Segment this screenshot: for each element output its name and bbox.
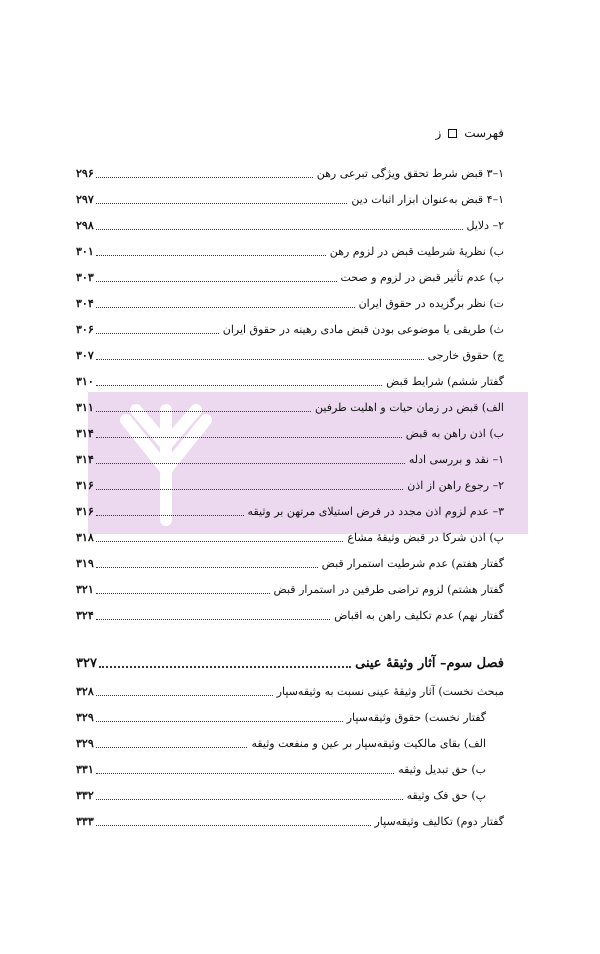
toc-entry-page: ۳۱۶	[76, 478, 94, 492]
toc-entry-title: گفتار نهم) عدم تکلیف راهن به اقباض	[334, 608, 504, 622]
toc-entry[interactable]	[76, 186, 504, 212]
table-of-contents-chapter	[76, 648, 504, 834]
dot-leader	[96, 203, 348, 204]
toc-entry-page: ۳۰۴	[76, 296, 94, 310]
table-of-contents	[76, 160, 504, 628]
dot-leader	[96, 515, 244, 516]
dot-leader	[96, 721, 343, 722]
running-header	[435, 126, 504, 140]
toc-entry-page: ۳۰۷	[76, 348, 94, 362]
header-title: فهرست	[464, 126, 504, 140]
toc-entry-title: گفتار هفتم) عدم شرطیت استمرار قبض	[321, 556, 504, 570]
dot-leader	[96, 825, 371, 826]
toc-entry-page: ۲۹۶	[76, 166, 94, 180]
toc-entry[interactable]	[76, 782, 504, 808]
toc-entry-title: ب) نظریهٔ شرطیت قبض در لزوم رهن	[329, 244, 504, 258]
toc-entry-page: ۳۳۱	[76, 762, 94, 776]
toc-entry-page: ۳۲۹	[76, 736, 94, 750]
toc-entry-title: ۱–۴ قبض به‌عنوان ابزار اثبات دین	[351, 192, 504, 206]
toc-entry-title: ب) حق تبدیل وثیقه	[398, 762, 486, 776]
toc-entry-title: الف) قبض در زمان حیات و اهلیت طرفین	[315, 400, 504, 414]
toc-entry-page: ۳۲۴	[76, 608, 94, 622]
toc-entry-title: پ) حق فک وثیقه	[406, 788, 486, 802]
toc-entry-page: ۳۱۹	[76, 556, 94, 570]
dot-leader	[96, 489, 404, 490]
toc-entry-title: گفتار ششم) شرایط قبض	[386, 374, 504, 388]
toc-entry[interactable]	[76, 342, 504, 368]
toc-entry-page: ۳۱۶	[76, 504, 94, 518]
dot-leader	[96, 747, 248, 748]
toc-entry-page: ۳۳۲	[76, 788, 94, 802]
dot-leader	[96, 567, 318, 568]
toc-entry[interactable]	[76, 472, 504, 498]
dot-leader	[96, 619, 330, 620]
toc-entry[interactable]	[76, 368, 504, 394]
toc-entry[interactable]	[76, 238, 504, 264]
toc-entry-page: ۲۹۸	[76, 218, 94, 232]
toc-entry-page: ۳۲۱	[76, 582, 94, 596]
toc-entry-title: پ) اذن شرکا در قبض وثیقهٔ مشاع	[347, 530, 504, 544]
dot-leader	[96, 359, 424, 360]
toc-entry-title: فصل سوم– آثار وثیقهٔ عینی	[355, 655, 504, 671]
toc-entry-page: ۳۲۷	[76, 655, 97, 671]
toc-entry-page: ۳۳۳	[76, 814, 94, 828]
toc-entry[interactable]	[76, 576, 504, 602]
toc-entry-title: پ) عدم تأثیر قبض در لزوم و صحت	[340, 270, 504, 284]
toc-entry[interactable]	[76, 264, 504, 290]
dot-leader	[96, 307, 355, 308]
toc-entry-page: ۳۰۳	[76, 270, 94, 284]
dot-leader	[96, 333, 219, 334]
toc-entry[interactable]	[76, 730, 504, 756]
toc-entry-page: ۳۱۴	[76, 452, 94, 466]
dot-leader	[96, 799, 403, 800]
dot-leader	[96, 463, 405, 464]
toc-entry[interactable]	[76, 446, 504, 472]
toc-entry-title: ث) طریقی یا موضوعی بودن قبض مادی رهینه در حقوق ایران	[222, 322, 504, 336]
toc-entry-page: ۳۲۹	[76, 710, 94, 724]
toc-entry-title: ۳– عدم لزوم اذن مجدد در فرض استیلای مرتهن بر وثیقه	[247, 504, 504, 518]
toc-entry-page: ۳۱۰	[76, 374, 94, 388]
toc-entry-title: ۲– دلایل	[466, 218, 504, 232]
toc-entry[interactable]	[76, 420, 504, 446]
dot-leader	[96, 773, 394, 774]
toc-entry[interactable]	[76, 550, 504, 576]
toc-entry-title: ب) اذن راهن به قبض	[405, 426, 504, 440]
toc-entry-title: ۱– نقد و بررسی ادله	[408, 452, 504, 466]
toc-entry-title: ت) نظر برگزیده در حقوق ایران	[358, 296, 504, 310]
toc-entry[interactable]	[76, 648, 504, 678]
toc-entry-page: ۳۰۶	[76, 322, 94, 336]
toc-entry-title: الف) بقای مالکیت وثیقه‌سپار بر عین و منفعت وثیقه	[251, 736, 486, 750]
toc-entry[interactable]	[76, 290, 504, 316]
dot-leader	[99, 666, 351, 668]
toc-entry[interactable]	[76, 212, 504, 238]
header-page-letter: ز	[435, 126, 442, 140]
toc-entry-title: ۲– رجوع راهن از اذن	[407, 478, 504, 492]
toc-entry-title: ج) حقوق خارجی	[427, 348, 504, 362]
toc-entry[interactable]	[76, 498, 504, 524]
toc-entry-page: ۳۰۱	[76, 244, 94, 258]
toc-entry[interactable]	[76, 678, 504, 704]
toc-entry-page: ۲۹۷	[76, 192, 94, 206]
toc-entry[interactable]	[76, 316, 504, 342]
toc-entry-page: ۳۱۸	[76, 530, 94, 544]
toc-entry-title: گفتار نخست) حقوق وثیقه‌سپار	[346, 710, 486, 724]
toc-entry-page: ۳۱۱	[76, 400, 94, 414]
toc-entry-title: ۱–۳ قبض شرط تحقق ویژگی تبرعی رهن	[316, 166, 504, 180]
toc-entry-title: گفتار دوم) تکالیف وثیقه‌سپار	[374, 814, 504, 828]
dot-leader	[96, 593, 270, 594]
toc-entry[interactable]	[76, 704, 504, 730]
toc-entry-page: ۳۲۸	[76, 684, 94, 698]
toc-entry[interactable]	[76, 524, 504, 550]
toc-entry[interactable]	[76, 602, 504, 628]
toc-entry-page: ۳۱۴	[76, 426, 94, 440]
toc-entry-title: گفتار هشتم) لزوم تراضی طرفین در استمرار قبض	[273, 582, 504, 596]
dot-leader	[96, 411, 311, 412]
toc-entry[interactable]	[76, 756, 504, 782]
dot-leader	[96, 177, 313, 178]
toc-entry-title: مبحث نخست) آثار وثیقهٔ عینی نسبت به وثیقه‌سپار	[276, 684, 504, 698]
toc-entry[interactable]	[76, 394, 504, 420]
dot-leader	[96, 437, 402, 438]
dot-leader	[96, 281, 337, 282]
dot-leader	[96, 229, 463, 230]
dot-leader	[96, 541, 344, 542]
toc-entry[interactable]	[76, 808, 504, 834]
dot-leader	[96, 255, 326, 256]
dot-leader	[96, 385, 382, 386]
dot-leader	[96, 695, 273, 696]
toc-entry[interactable]	[76, 160, 504, 186]
square-icon	[448, 129, 457, 138]
